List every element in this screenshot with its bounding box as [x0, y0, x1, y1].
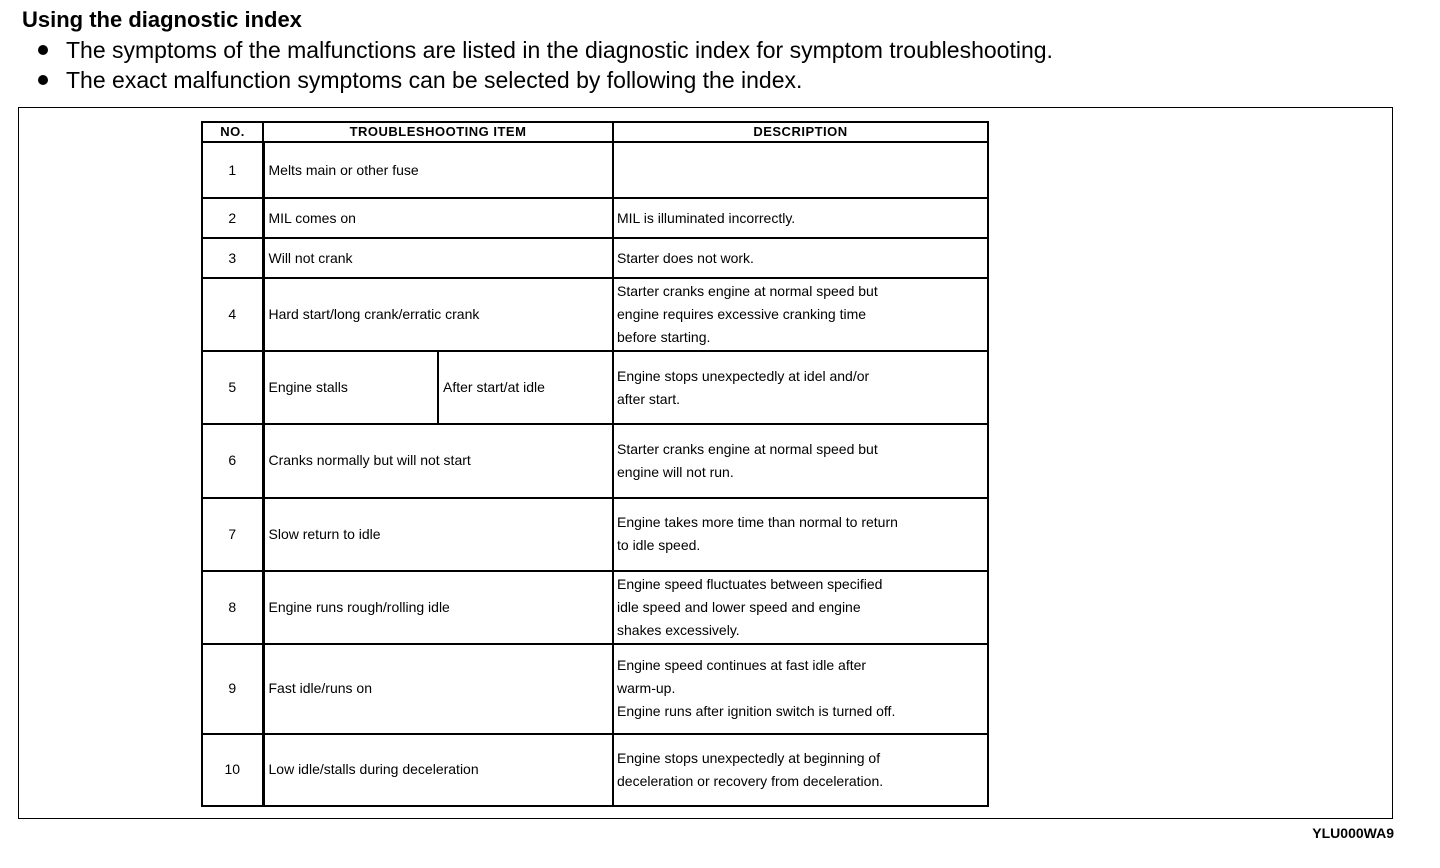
header-troubleshooting-item: TROUBLESHOOTING ITEM [263, 122, 613, 142]
row-number: 2 [202, 198, 263, 238]
intro-bullet-list [38, 35, 1053, 95]
troubleshooting-item: Will not crank [263, 238, 613, 278]
description-line: Engine speed fluctuates between specified [617, 575, 883, 592]
row-number: 6 [202, 424, 263, 497]
table-row [202, 351, 988, 424]
description-line: before starting. [617, 329, 711, 346]
troubleshooting-item: Engine runs rough/rolling idle [263, 571, 613, 644]
table-row [202, 571, 988, 644]
row-number: 10 [202, 734, 263, 806]
table-row [202, 424, 988, 497]
description-line: Engine stops unexpectedly at beginning of [617, 749, 881, 766]
description [613, 351, 988, 424]
description-line: Starter cranks engine at normal speed but [617, 440, 878, 457]
description-line: shakes excessively. [617, 621, 740, 638]
table-row [202, 142, 988, 198]
description-line: engine will not run. [617, 463, 734, 480]
description-line: engine requires excessive cranking time [617, 306, 867, 323]
troubleshooting-item: Slow return to idle [263, 498, 613, 571]
description-line: to idle speed. [617, 537, 701, 554]
row-number: 7 [202, 498, 263, 571]
table-row [202, 644, 988, 734]
bullet-item [38, 35, 1053, 65]
description-line: deceleration or recovery from deceleration. [617, 772, 884, 789]
description [613, 278, 988, 351]
description [613, 734, 988, 806]
row-number: 1 [202, 142, 263, 198]
table-row [202, 238, 988, 278]
description [613, 498, 988, 571]
troubleshooting-item: MIL comes on [263, 198, 613, 238]
troubleshooting-item: Engine stalls [263, 351, 438, 424]
description [613, 644, 988, 734]
description-line: Engine runs after ignition switch is turned off. [617, 703, 896, 720]
description-line: Starter does not work. [617, 249, 754, 266]
description [613, 142, 988, 198]
description-line: warm-up. [617, 680, 676, 697]
row-number: 5 [202, 351, 263, 424]
row-number: 9 [202, 644, 263, 734]
description [613, 571, 988, 644]
description-line: after start. [617, 390, 681, 407]
table-row [202, 734, 988, 806]
bullet-text: The symptoms of the malfunctions are listed in the diagnostic index for symptom troubleshooting. [66, 37, 1053, 63]
description [613, 198, 988, 238]
table-header-row [202, 122, 988, 142]
description [613, 424, 988, 497]
header-no: NO. [202, 122, 263, 142]
description-line: idle speed and lower speed and engine [617, 598, 861, 615]
troubleshooting-sub-item: After start/at idle [438, 351, 613, 424]
bullet-text: The exact malfunction symptoms can be selected by following the index. [66, 67, 803, 93]
troubleshooting-item: Hard start/long crank/erratic crank [263, 278, 613, 351]
table-row [202, 278, 988, 351]
diagnostic-index-table [201, 121, 989, 807]
table-row [202, 498, 988, 571]
row-number: 8 [202, 571, 263, 644]
description-line: Engine stops unexpectedly at idel and/or [617, 367, 870, 384]
header-description: DESCRIPTION [613, 122, 988, 142]
description-line: Engine takes more time than normal to return [617, 514, 898, 531]
table-row [202, 198, 988, 238]
description-line: Engine speed continues at fast idle after [617, 657, 867, 674]
troubleshooting-item: Low idle/stalls during deceleration [263, 734, 613, 806]
bullet-dot-icon [38, 45, 48, 55]
row-number: 4 [202, 278, 263, 351]
description [613, 238, 988, 278]
bullet-dot-icon [38, 75, 48, 85]
description-line: MIL is illuminated incorrectly. [617, 209, 796, 226]
description-line: Starter cranks engine at normal speed but [617, 283, 878, 300]
bullet-item [38, 65, 1053, 95]
troubleshooting-item: Cranks normally but will not start [263, 424, 613, 497]
figure-id: YLU000WA9 [1312, 825, 1394, 841]
troubleshooting-item: Fast idle/runs on [263, 644, 613, 734]
section-heading: Using the diagnostic index [22, 7, 302, 32]
troubleshooting-item: Melts main or other fuse [263, 142, 613, 198]
row-number: 3 [202, 238, 263, 278]
